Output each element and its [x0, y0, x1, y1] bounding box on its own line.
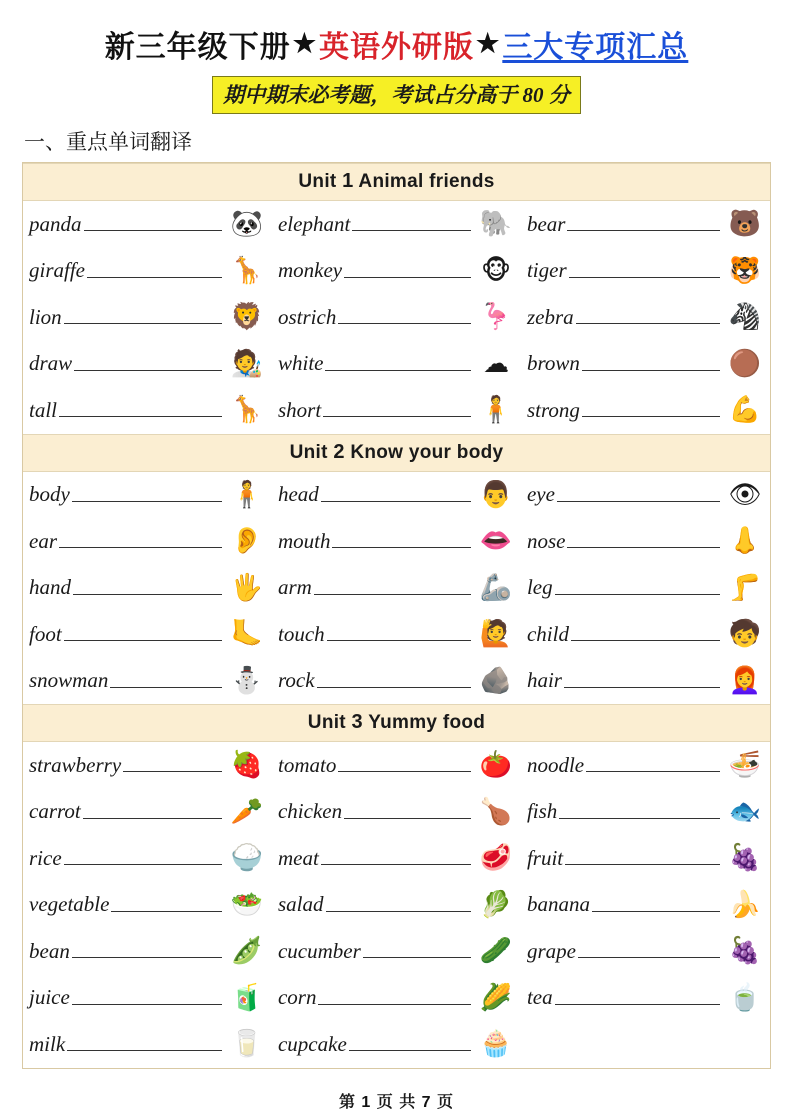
ear-icon: 👂: [230, 526, 264, 557]
unit-header-2: [23, 434, 770, 472]
word-cell[interactable]: [23, 341, 272, 388]
word-label: mouth: [277, 528, 331, 553]
eye-icon: 👁: [728, 479, 762, 510]
word-label: short: [277, 397, 322, 422]
cupcake-icon: 🧁: [479, 1029, 513, 1060]
answer-blank[interactable]: [349, 1033, 471, 1051]
answer-blank[interactable]: [332, 530, 470, 548]
word-label: white: [277, 351, 324, 376]
answer-blank[interactable]: [314, 577, 471, 595]
vegetables-icon: 🥗: [230, 889, 264, 920]
answer-blank[interactable]: [59, 399, 222, 417]
word-cell[interactable]: [23, 294, 272, 341]
tiger-face-icon: 🐯: [728, 255, 762, 286]
mouth-icon: 👄: [479, 526, 513, 557]
zebra-icon: 🦓: [728, 302, 762, 333]
word-cell[interactable]: [521, 341, 770, 388]
word-cell[interactable]: [521, 928, 770, 975]
answer-blank[interactable]: [559, 801, 720, 819]
word-label: hand: [29, 575, 71, 600]
nose-icon: 👃: [728, 526, 762, 557]
word-cell[interactable]: [23, 742, 272, 789]
unit-number: 1: [342, 170, 354, 192]
word-cell[interactable]: [23, 835, 272, 882]
answer-blank[interactable]: [338, 306, 471, 324]
word-cell[interactable]: [23, 248, 272, 295]
word-label: draw: [29, 351, 73, 376]
word-label: fruit: [526, 845, 564, 870]
subtitle-row: [22, 76, 771, 114]
answer-blank[interactable]: [576, 306, 720, 324]
answer-blank[interactable]: [586, 754, 720, 772]
answer-blank[interactable]: [321, 847, 471, 865]
answer-blank[interactable]: [578, 940, 720, 958]
word-label: ear: [29, 528, 57, 553]
unit-label-prefix: Unit: [298, 171, 343, 192]
word-label: banana: [526, 892, 590, 917]
page-footer: [0, 1089, 793, 1112]
word-label: tall: [29, 397, 58, 422]
word-cell[interactable]: [23, 1021, 272, 1068]
unit-2-grid: [23, 472, 770, 705]
table-row: [23, 658, 770, 705]
table-row: [23, 201, 770, 248]
word-label: nose: [526, 528, 566, 553]
word-cell[interactable]: [23, 882, 272, 929]
answer-blank[interactable]: [64, 847, 222, 865]
title-part-summary: 三大专项汇总: [502, 31, 689, 64]
word-label: rice: [29, 845, 62, 870]
word-label: vegetable: [29, 892, 110, 917]
word-label: rock: [277, 668, 315, 693]
word-label: strong: [526, 397, 580, 422]
carrot-icon: 🥕: [230, 796, 264, 827]
table-row: [23, 518, 770, 565]
word-label: lion: [29, 304, 62, 329]
word-label: milk: [29, 1031, 66, 1056]
table-row: [23, 928, 770, 975]
answer-blank[interactable]: [72, 987, 222, 1005]
answer-blank[interactable]: [592, 894, 720, 912]
unit-number: 2: [333, 440, 345, 463]
unit-header-1: [23, 163, 770, 201]
word-cell[interactable]: [521, 294, 770, 341]
word-label: elephant: [277, 211, 351, 236]
word-label: snowman: [29, 668, 109, 693]
word-cell[interactable]: [272, 201, 521, 248]
milk-carton-icon: 🥛: [230, 1029, 264, 1060]
table-row: [23, 611, 770, 658]
cucumber-icon: 🥒: [479, 936, 513, 967]
word-cell[interactable]: [272, 928, 521, 975]
word-cell[interactable]: [23, 611, 272, 658]
word-cell[interactable]: [272, 341, 521, 388]
table-row: [23, 742, 770, 789]
star-icon: ★: [476, 29, 501, 58]
foot-icon: 🦶: [230, 619, 264, 650]
answer-blank[interactable]: [323, 399, 471, 417]
ostrich-icon: 🦩: [479, 302, 513, 333]
word-label: foot: [29, 621, 62, 646]
elephant-icon: 🐘: [479, 209, 513, 240]
word-label: juice: [29, 985, 70, 1010]
title-part-publisher: 英语外研版: [319, 31, 474, 64]
unit-title: Animal friends: [353, 171, 495, 192]
word-cell[interactable]: [521, 835, 770, 882]
word-label: monkey: [277, 258, 343, 283]
word-label: child: [526, 621, 569, 646]
word-cell[interactable]: [23, 201, 272, 248]
word-label: leg: [526, 575, 553, 600]
word-cell[interactable]: [272, 294, 521, 341]
word-cell-empty: [521, 1021, 770, 1068]
tall-giraffe-icon: 🦒: [230, 395, 264, 426]
grapes-icon: 🍇: [728, 936, 762, 967]
fish-dish-icon: 🐟: [728, 796, 762, 827]
answer-blank[interactable]: [74, 353, 222, 371]
hair-woman-icon: 👩‍🦰: [728, 665, 762, 696]
answer-blank[interactable]: [326, 894, 471, 912]
arm-icon: 🦾: [479, 572, 513, 603]
answer-blank[interactable]: [363, 940, 471, 958]
table-row: [23, 387, 770, 434]
word-label: carrot: [29, 799, 81, 824]
beans-icon: 🫛: [230, 936, 264, 967]
unit-number: 3: [351, 711, 363, 733]
word-cell[interactable]: [521, 611, 770, 658]
page-title: [22, 22, 771, 66]
answer-blank[interactable]: [571, 623, 720, 641]
word-label: touch: [277, 621, 325, 646]
vocabulary-table: [22, 162, 771, 1069]
unit-3-grid: [23, 742, 770, 1068]
snowman-icon: ⛄: [230, 665, 264, 696]
answer-blank[interactable]: [565, 847, 720, 865]
giraffe-icon: 🦒: [230, 255, 264, 286]
word-label: head: [277, 482, 319, 507]
answer-blank[interactable]: [72, 940, 222, 958]
footer-middle: 页 共: [376, 1094, 417, 1111]
answer-blank[interactable]: [318, 987, 470, 1005]
word-cell[interactable]: [272, 742, 521, 789]
word-label: arm: [277, 575, 312, 600]
word-cell[interactable]: [521, 248, 770, 295]
title-part-grade: 新三年级下册: [104, 31, 291, 64]
answer-blank[interactable]: [84, 213, 222, 231]
head-face-icon: 👨: [479, 479, 513, 510]
juice-box-icon: 🧃: [230, 982, 264, 1013]
word-cell[interactable]: [521, 789, 770, 836]
answer-blank[interactable]: [67, 1033, 222, 1051]
word-cell[interactable]: [272, 789, 521, 836]
table-row: [23, 248, 770, 295]
leg-icon: 🦵: [728, 572, 762, 603]
word-label: chicken: [277, 799, 343, 824]
table-row: [23, 294, 770, 341]
word-cell[interactable]: [521, 975, 770, 1022]
fruit-basket-icon: 🍇: [728, 843, 762, 874]
footer-total-pages: 7: [421, 1094, 432, 1111]
hand-icon: 🖐: [230, 572, 264, 603]
answer-blank[interactable]: [344, 801, 471, 819]
table-row: [23, 835, 770, 882]
table-row: [23, 882, 770, 929]
word-label: brown: [526, 351, 580, 376]
word-cell[interactable]: [272, 611, 521, 658]
word-cell[interactable]: [272, 248, 521, 295]
word-label: hair: [526, 668, 562, 693]
short-person-icon: 🧍: [479, 395, 513, 426]
answer-blank[interactable]: [327, 623, 471, 641]
unit-1-grid: [23, 201, 770, 434]
word-label: grape: [526, 938, 576, 963]
person-touching-icon: 🙋: [479, 619, 513, 650]
section-heading: 一、重点单词翻译: [24, 130, 192, 154]
word-label: giraffe: [29, 258, 85, 283]
word-cell[interactable]: [521, 387, 770, 434]
table-row: [23, 565, 770, 612]
subtitle-highlight: 期中期末必考题，考试占分高于 80 分: [212, 76, 581, 114]
person-drawing-icon: 🧑‍🎨: [230, 348, 264, 379]
footer-page-number: 1: [361, 1094, 372, 1111]
answer-blank[interactable]: [64, 623, 222, 641]
answer-blank[interactable]: [569, 260, 720, 278]
word-label: tomato: [277, 752, 337, 777]
answer-blank[interactable]: [564, 670, 720, 688]
corn-icon: 🌽: [479, 982, 513, 1013]
unit-title: Yummy food: [362, 712, 486, 733]
answer-blank[interactable]: [64, 306, 222, 324]
word-cell[interactable]: [521, 201, 770, 248]
word-label: corn: [277, 985, 317, 1010]
body-person-icon: 🧍: [230, 479, 264, 510]
word-cell[interactable]: [23, 789, 272, 836]
answer-blank[interactable]: [567, 530, 719, 548]
answer-blank[interactable]: [567, 213, 719, 231]
answer-blank[interactable]: [123, 754, 222, 772]
word-label: panda: [29, 211, 82, 236]
answer-blank[interactable]: [83, 801, 222, 819]
word-cell[interactable]: [521, 472, 770, 519]
roast-chicken-icon: 🍗: [479, 796, 513, 827]
word-cell[interactable]: [23, 928, 272, 975]
word-label: tiger: [526, 258, 567, 283]
table-row: [23, 472, 770, 519]
table-row: [23, 1021, 770, 1068]
child-icon: 🧒: [728, 619, 762, 650]
unit-header-3: [23, 704, 770, 742]
word-label: fish: [526, 799, 558, 824]
salad-icon: 🥬: [479, 889, 513, 920]
answer-blank[interactable]: [111, 894, 222, 912]
word-label: ostrich: [277, 304, 337, 329]
panda-face-icon: 🐼: [230, 209, 264, 240]
word-label: bear: [526, 211, 566, 236]
lion-face-icon: 🦁: [230, 302, 264, 333]
word-cell[interactable]: [272, 1021, 521, 1068]
word-label: bean: [29, 938, 70, 963]
word-cell[interactable]: [272, 658, 521, 705]
word-cell[interactable]: [272, 835, 521, 882]
word-label: cucumber: [277, 938, 361, 963]
brown-splash-icon: 🟤: [728, 348, 762, 379]
noodles-icon: 🍜: [728, 750, 762, 781]
answer-blank[interactable]: [557, 484, 720, 502]
table-row: [23, 789, 770, 836]
word-label: eye: [526, 482, 555, 507]
answer-blank[interactable]: [582, 353, 720, 371]
word-cell[interactable]: [272, 975, 521, 1022]
unit-title: Know your body: [344, 441, 504, 463]
word-label: tea: [526, 985, 553, 1010]
answer-blank[interactable]: [325, 353, 470, 371]
word-label: strawberry: [29, 752, 122, 777]
bear-icon: 🐻: [728, 209, 762, 240]
rock-icon: 🪨: [479, 665, 513, 696]
word-cell[interactable]: [23, 565, 272, 612]
word-cell[interactable]: [521, 518, 770, 565]
answer-blank[interactable]: [321, 484, 471, 502]
tea-cup-icon: 🍵: [728, 982, 762, 1013]
footer-suffix: 页: [437, 1094, 455, 1111]
footer-prefix: 第: [338, 1094, 356, 1111]
answer-blank[interactable]: [344, 260, 471, 278]
rice-bowl-icon: 🍚: [230, 843, 264, 874]
answer-blank[interactable]: [87, 260, 222, 278]
word-label: cupcake: [277, 1031, 347, 1056]
tomato-icon: 🍅: [479, 750, 513, 781]
strawberry-icon: 🍓: [230, 750, 264, 781]
white-cloud-icon: ☁: [482, 348, 509, 379]
word-cell[interactable]: [272, 565, 521, 612]
word-label: salad: [277, 892, 324, 917]
answer-blank[interactable]: [338, 754, 471, 772]
meat-icon: 🥩: [479, 843, 513, 874]
unit-label-prefix: Unit: [289, 441, 334, 463]
table-row: [23, 975, 770, 1022]
word-cell[interactable]: [521, 742, 770, 789]
word-cell[interactable]: [272, 472, 521, 519]
answer-blank[interactable]: [352, 213, 471, 231]
word-cell[interactable]: [272, 387, 521, 434]
answer-blank[interactable]: [72, 484, 222, 502]
word-cell[interactable]: [521, 565, 770, 612]
banana-icon: 🍌: [728, 889, 762, 920]
answer-blank[interactable]: [582, 399, 720, 417]
star-icon: ★: [292, 29, 317, 58]
answer-blank[interactable]: [317, 670, 471, 688]
word-cell[interactable]: [272, 518, 521, 565]
unit-label-prefix: Unit: [307, 712, 352, 733]
word-cell[interactable]: [23, 472, 272, 519]
word-cell[interactable]: [272, 882, 521, 929]
answer-blank[interactable]: [73, 577, 222, 595]
word-cell[interactable]: [23, 975, 272, 1022]
answer-blank[interactable]: [555, 577, 720, 595]
word-cell[interactable]: [23, 658, 272, 705]
answer-blank[interactable]: [59, 530, 222, 548]
word-cell[interactable]: [23, 518, 272, 565]
word-label: body: [29, 482, 70, 507]
word-label: noodle: [526, 752, 585, 777]
answer-blank[interactable]: [555, 987, 720, 1005]
word-label: zebra: [526, 304, 574, 329]
word-label: meat: [277, 845, 319, 870]
answer-blank-empty: [529, 1034, 720, 1051]
word-cell[interactable]: [521, 658, 770, 705]
word-cell[interactable]: [23, 387, 272, 434]
flexed-biceps-icon: 💪: [728, 395, 762, 426]
monkey-face-icon: 🐵: [480, 255, 511, 286]
answer-blank[interactable]: [110, 670, 222, 688]
word-cell[interactable]: [521, 882, 770, 929]
table-row: [23, 341, 770, 388]
